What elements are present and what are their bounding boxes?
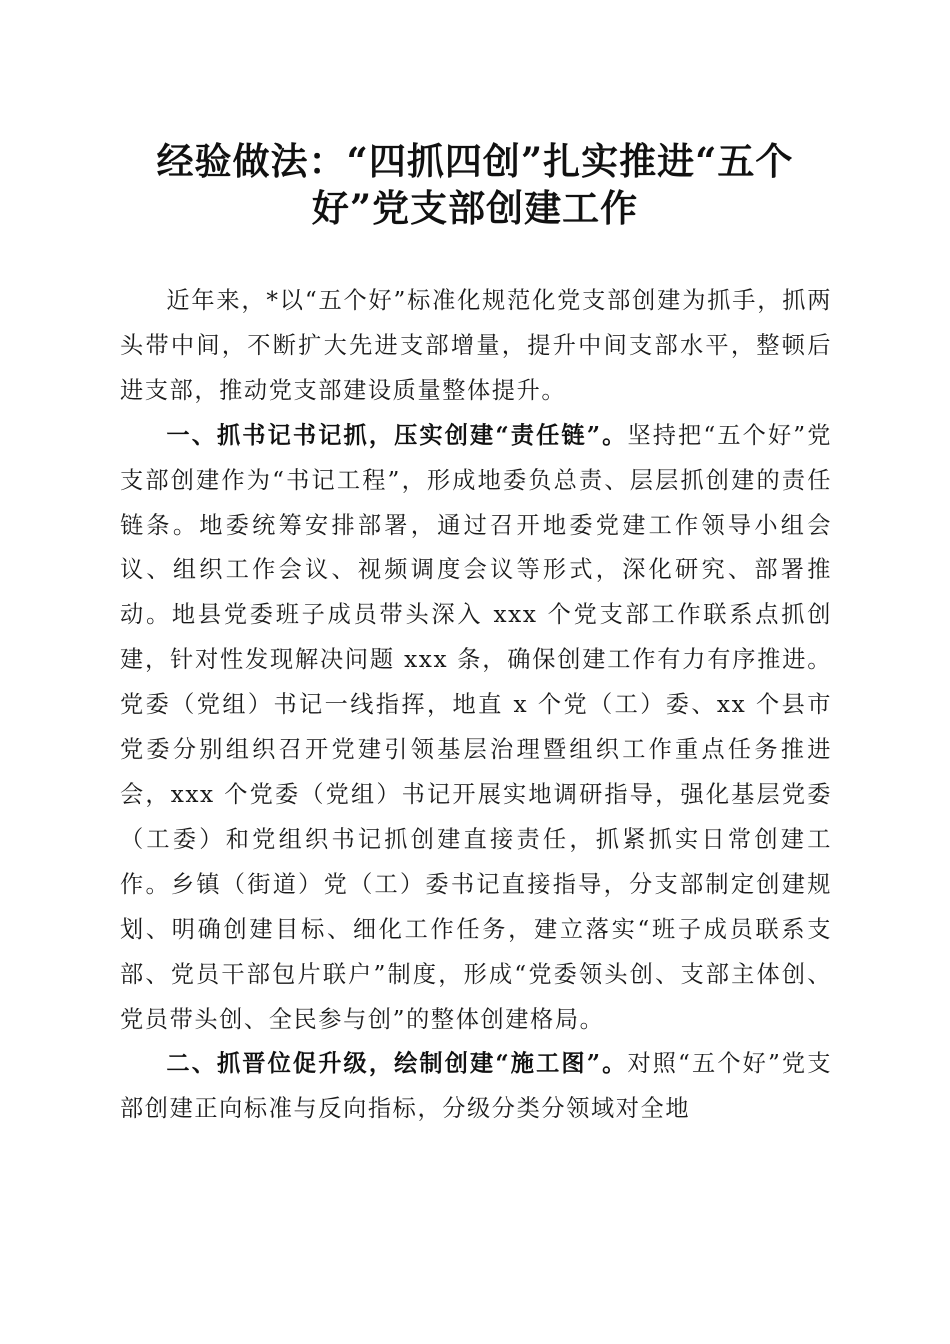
section-heading: 一、抓书记书记抓，压实创建“责任链”。: [166, 421, 628, 449]
paragraph-text: 坚持把“五个好”党支部创建作为“书记工程”，形成地委负总责、层层抓创建的责任链条。地委统筹安排部署，通过召开地委党建工作领导小组会议、组织工作会议、视频调度会议等形式，深化研究、部署推动。地县党委班子成员带头深入 xxx 个党支部工作联系点抓创建，针对性发现解决问题 xxx 条，确保创建工作有力有序推进。党委（党组）书记一线指挥，地直 x 个党（工）委、xx 个县市党委分别组织召开党建引领基层治理暨组织工作重点任务推进会，xxx 个党委（党组）书记开展实地调研指导，强化基层党委（工委）和党组织书记抓创建直接责任，抓紧抓实日常创建工作。乡镇（街道）党（工）委书记直接指导，分支部制定创建规划、明确创建目标、细化工作任务，建立落实“班子成员联系支部、党员干部包片联户”制度，形成“党委领头创、支部主体创、党员带头创、全民参与创”的整体创建格局。: [120, 421, 832, 1033]
paragraph-section-1: [120, 414, 832, 1043]
document-title: [100, 138, 850, 232]
paragraph-section-2: [120, 1042, 832, 1132]
title-line-1: 经验做法：“四抓四创”扎实推进“五个: [156, 139, 794, 183]
paragraph-text: 对照“五个好”党支部创建正向标准与反向指标，分级分类分领域对全地: [120, 1050, 832, 1123]
paragraph-text: 近年来，*以“五个好”标准化规范化党支部创建为抓手，抓两头带中间，不断扩大先进支部增量，提升中间支部水平，整顿后进支部，推动党支部建设质量整体提升。: [120, 287, 832, 404]
paragraph-intro: [120, 279, 832, 414]
document-body: [120, 279, 832, 1132]
title-line-2: 好”党支部创建工作: [311, 186, 639, 230]
section-heading: 二、抓晋位促升级，绘制创建“施工图”。: [166, 1050, 628, 1078]
